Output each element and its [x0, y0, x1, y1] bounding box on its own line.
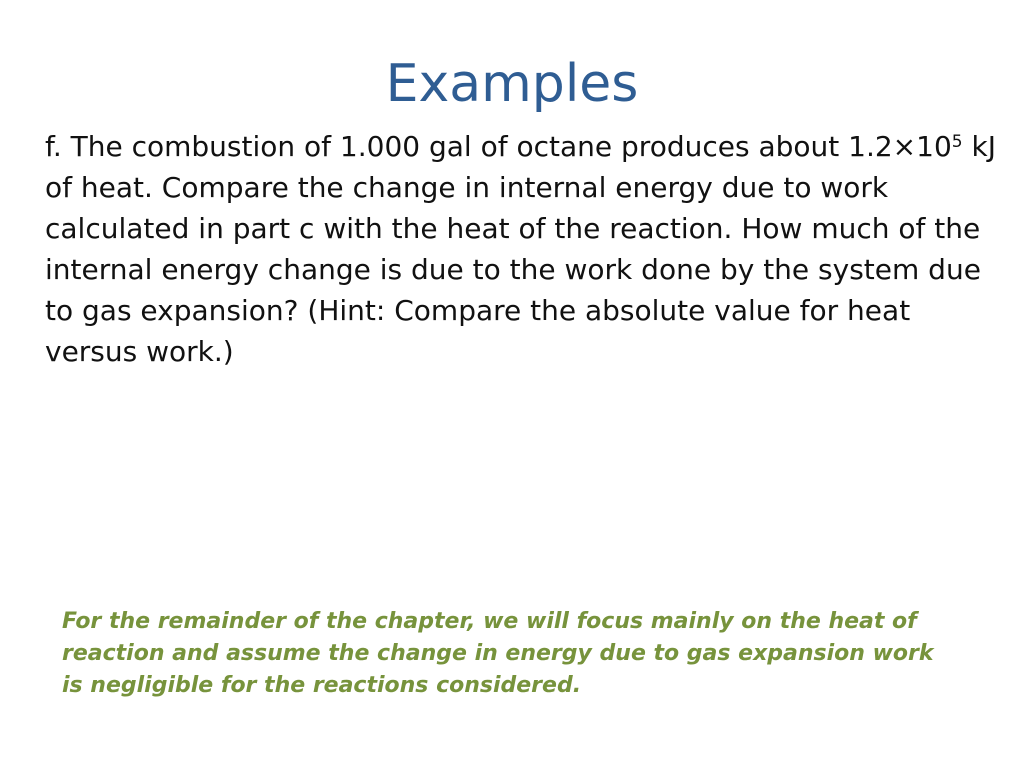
- question-text-part-1: f. The combustion of 1.000 gal of octane produces about 1.2×10: [45, 130, 952, 163]
- question-text-part-2: kJ of heat. Compare the change in internal energy due to work calculated in part c with the heat of the reaction. How much of the internal energy change is due to the work done by the system due to gas expansion? (Hint: Compare the absolute value for heat versus work.): [45, 130, 996, 368]
- chapter-note: For the remainder of the chapter, we will focus mainly on the heat of reaction and assume the change in energy due to gas expansion work is negligible for the reactions considered.: [62, 609, 934, 698]
- question-exponent: 5: [951, 132, 963, 152]
- slide-title: Examples: [385, 54, 639, 114]
- question-text: [45, 126, 1000, 372]
